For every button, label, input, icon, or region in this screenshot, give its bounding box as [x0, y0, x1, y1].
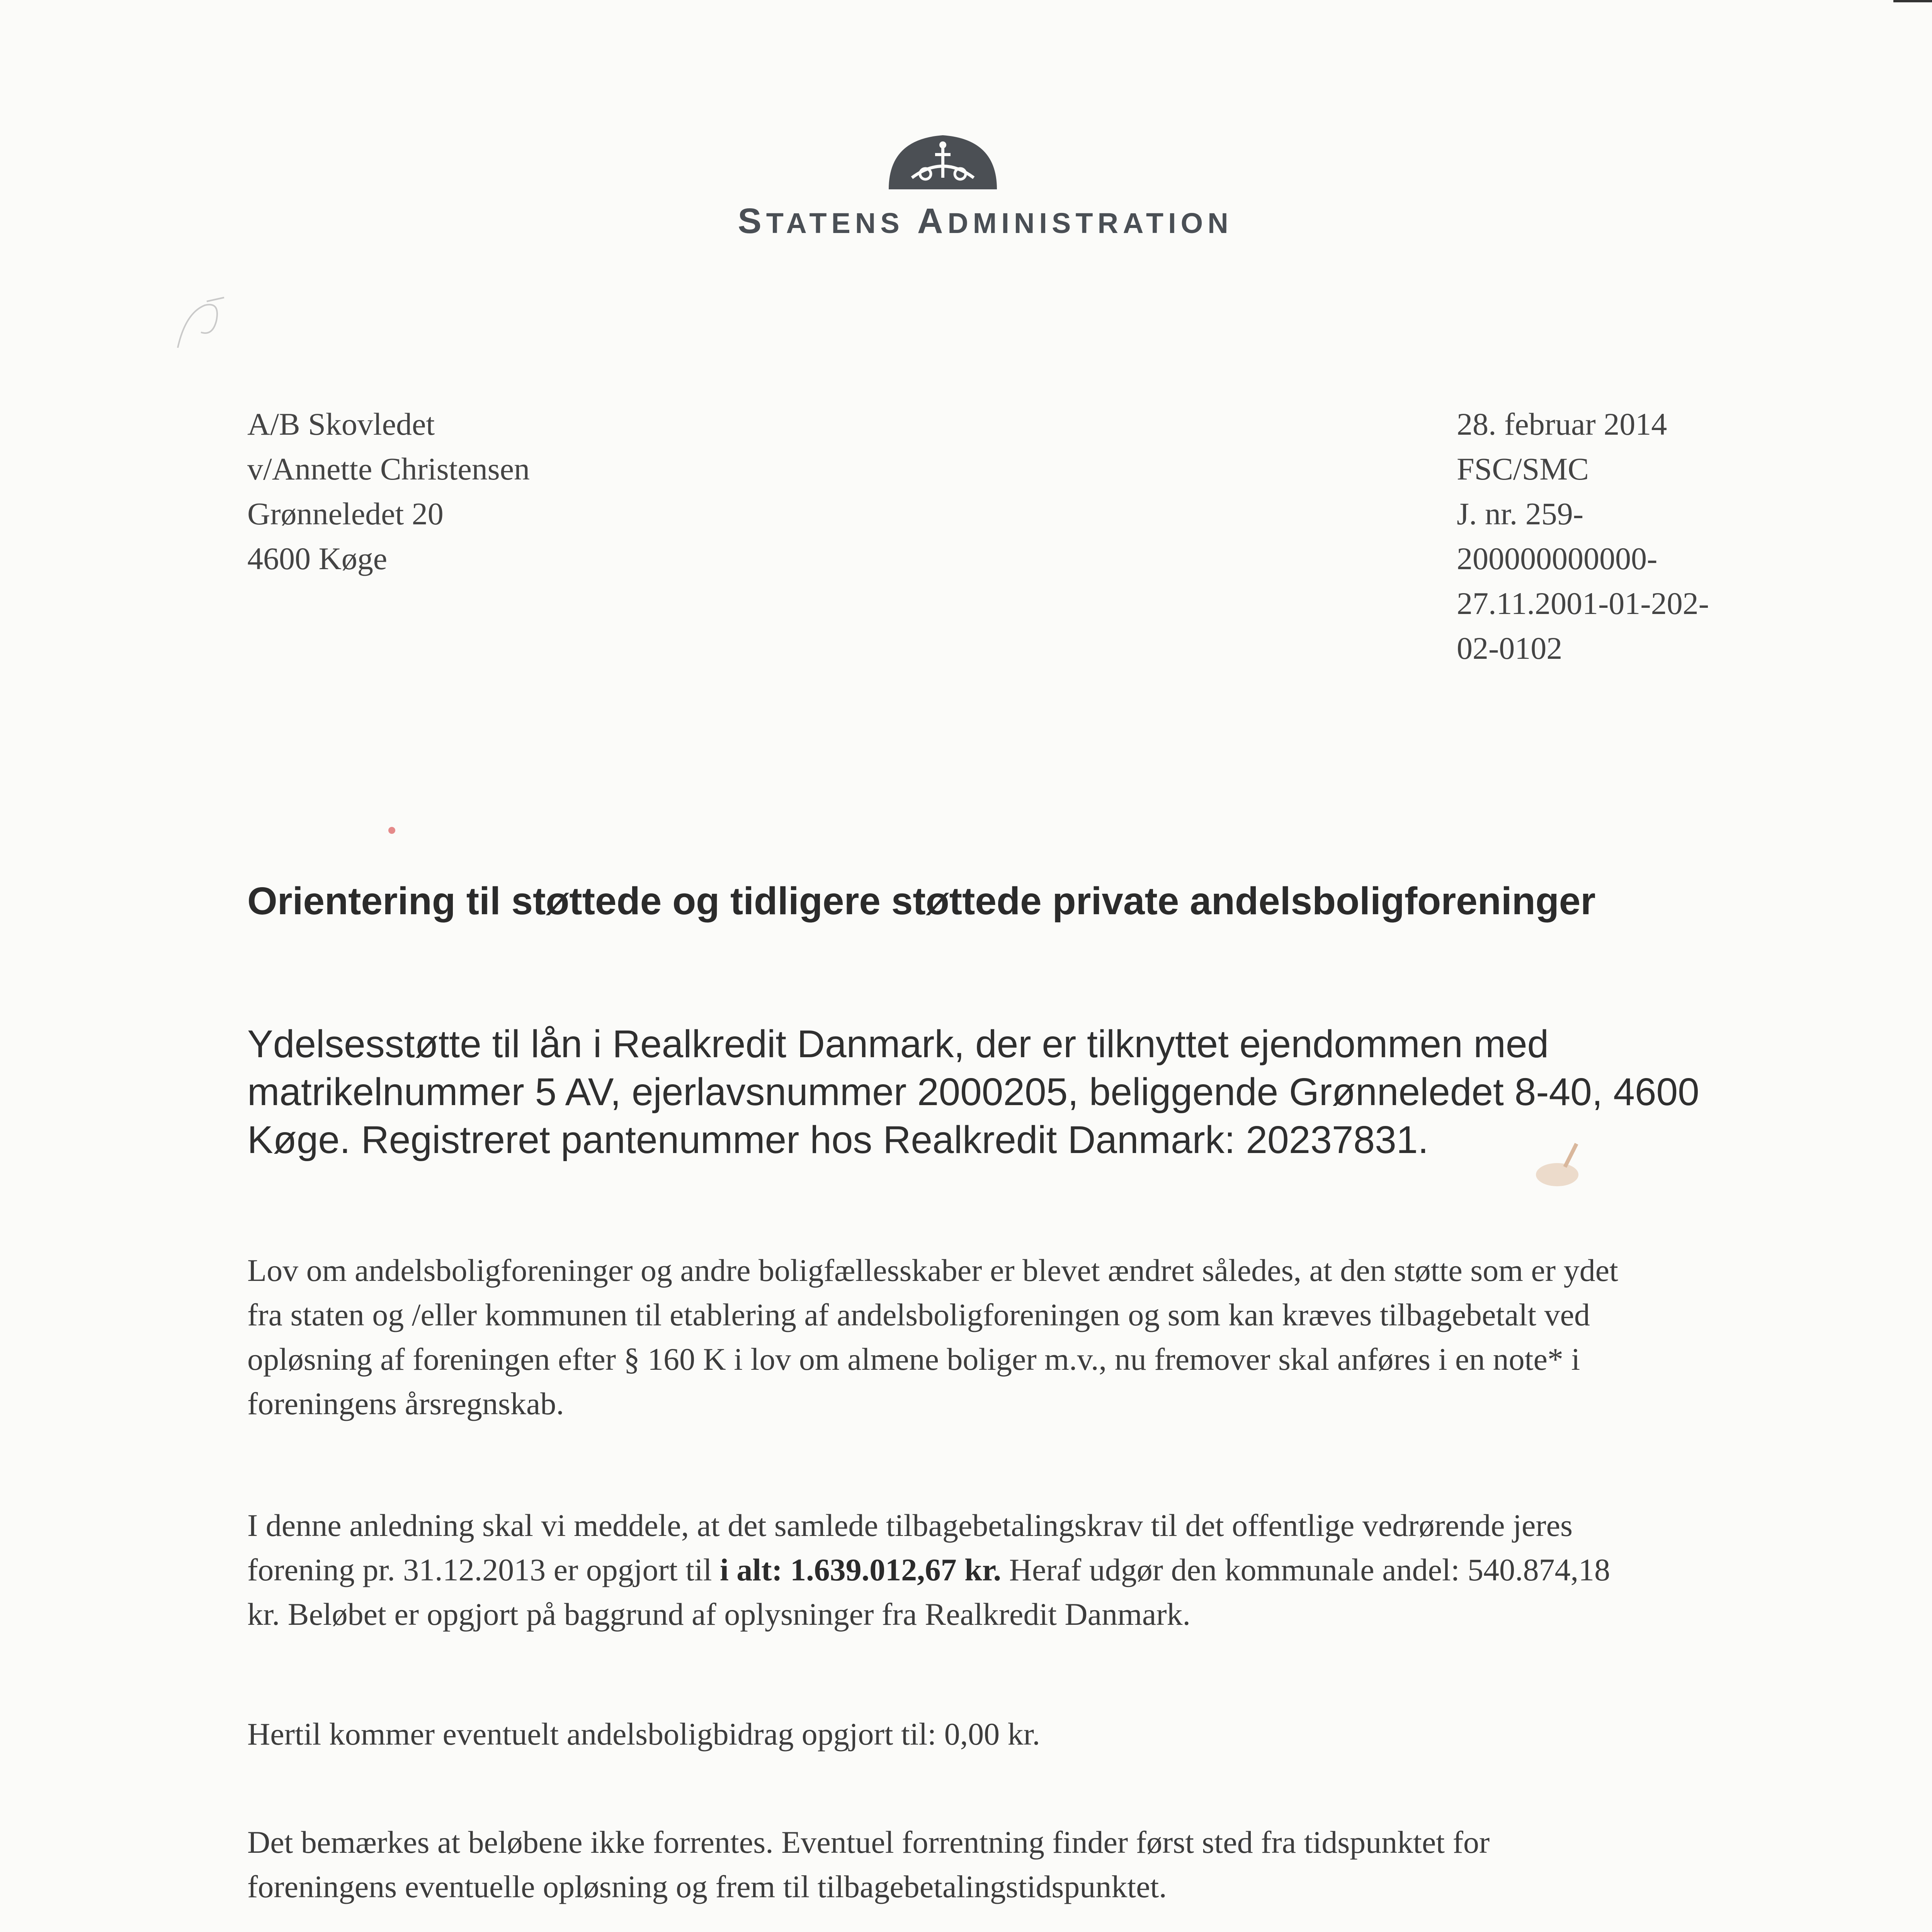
recipient-name: A/B Skovledet — [247, 406, 435, 442]
crown-icon — [885, 131, 1001, 193]
letter-meta — [1457, 402, 1709, 671]
scan-edge-line — [1893, 0, 1932, 2]
recipient-city: 4600 Køge — [247, 541, 388, 576]
red-speck — [388, 827, 395, 834]
paragraph-contribution: Hertil kommer eventuelt andelsboligbidrag opgjort til: 0,00 kr. — [247, 1716, 1040, 1752]
letter-date: 28. februar 2014 — [1457, 406, 1667, 442]
recipient-address — [247, 402, 530, 581]
paragraph-repayment-claim: I denne anledning skal vi meddele, at det samlede tilbagebetalingskrav til det offentlige vedrørende jeres forening pr. 31.12.2013 er opgjort til i alt: 1.639.012,67 kr. Heraf udgør den kommunale andel: 540.874,18 kr. Beløbet er opgjort på baggrund af oplysninger fra Realkredit Danmark. — [247, 1508, 1610, 1632]
letter-initials: FSC/SMC — [1457, 451, 1589, 486]
letter-subtitle: Ydelsesstøtte til lån i Realkredit Danmark, der er tilknyttet ejendommen med matrikelnummer 5 AV, ejerlavsnummer 2000205, beliggende Grønneledet 8-40, 4600 Køge. Registreret pantenummer hos Realkredit Danmark: 20237831. — [247, 1022, 1699, 1162]
paragraph-law-change: Lov om andelsboligforeninger og andre boligfællesskaber er blevet ændret således, at den støtte som er ydet fra staten og /eller kommunen til etablering af andelsboligforeningen og som kan kræves tilbagebetalt ved opløsning af foreningen efter § 160 K i lov om almene boliger m.v., nu fremover skal anføres i en note* i foreningens årsregnskab. — [247, 1253, 1618, 1421]
recipient-street: Grønneledet 20 — [247, 496, 444, 531]
letter-title: Orientering til støttede og tidligere støttede private andelsboligforeninger — [247, 879, 1596, 923]
total-amount: i alt: 1.639.012,67 kr. — [720, 1552, 1002, 1587]
journal-number-line4: 02-0102 — [1457, 631, 1563, 666]
journal-number-line2: 200000000000- — [1457, 541, 1658, 576]
organization-name: STATENS ADMINISTRATION — [738, 201, 1233, 241]
scribble-mark — [170, 290, 240, 359]
journal-number-line1: J. nr. 259- — [1457, 496, 1583, 531]
recipient-attention: v/Annette Christensen — [247, 451, 530, 486]
stain-mark — [1519, 1132, 1604, 1209]
paragraph-interest: Det bemærkes at beløbene ikke forrentes. Eventuel forrentning finder først sted fra tidspunktet for foreningens eventuelle opløsning og frem til tilbagebetalingstidspunktet. — [247, 1825, 1490, 1904]
journal-number-line3: 27.11.2001-01-202- — [1457, 586, 1709, 621]
